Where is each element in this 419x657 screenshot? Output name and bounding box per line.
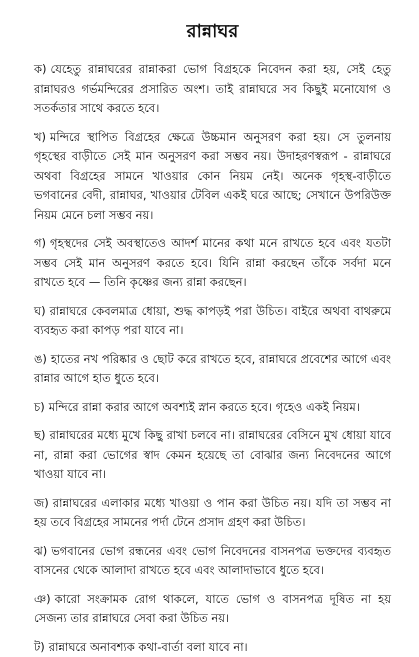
paragraph-cha — [34, 398, 391, 418]
item-marker: চ) — [34, 399, 45, 414]
paragraph-ta — [34, 638, 391, 657]
item-marker: জ) — [34, 495, 49, 510]
paragraph-ka — [34, 60, 391, 119]
paragraph-ja — [34, 494, 391, 533]
paragraph-jha — [34, 542, 391, 581]
paragraph-text: হাতের নখ পরিষ্কার ও ছোট করে রাখতে হবে, রান্নাঘরে প্রবেশের আগে এবং রান্নার আগে হাত ধুতে হবে। — [34, 351, 391, 385]
paragraph-text: গৃহস্থদের সেই অবস্থাতেও আদর্শ মানের কথা মনে রাখতে হবে এবং যতটা সম্ভব সেই মান অনুসরণ করতে হবে। যিনি রান্না করছেন তাঁকে সর্বদা মনে রাখতে হবে — তিনি কৃষ্ণের জন্য রান্না করছেন। — [34, 236, 391, 289]
item-marker: ক) — [34, 62, 47, 76]
paragraph-text: মন্দিরে স্থাপিত বিগ্রহের ক্ষেত্রে উচ্চমান অনুসরণ করা হয়। সে তুলনায় গৃহস্থের বাড়ীতে সেই মান অনুসরণ করা সম্ভব নয়। উদাহরণস্বরূপ - রান্নাঘরে অথবা বিগ্রহের সামনে খাওয়ার কোন নিয়ম নেই। অনেক গৃহস্থ-বাড়ীতে ভগবানের বেদী, রান্নাঘর, খাওয়ার টেবিল একই ঘরে আছে; সেখানে উপরিউক্ত নিয়ম মেনে চলা সম্ভব নয়। — [34, 129, 391, 222]
paragraph-kha — [34, 128, 391, 226]
item-marker: ঝ) — [34, 543, 48, 558]
paragraph-text: রান্নাঘরের এলাকার মধ্যে খাওয়া ও পান করা উচিত নয়। যদি তা সম্ভব না হয় তবে বিগ্রহের সামনের পর্দা টেনে প্রসাদ গ্রহণ করা উচিত। — [34, 495, 391, 529]
paragraph-text: রান্নাঘরের মধ্যে মুখে কিছু রাখা চলবে না। রান্নাঘরের বেসিনে মুখ ধোয়া যাবে না, রান্না করা ভোগের স্বাদ কেমন হয়েছে তা বোঝার জন্য নিবেদনের আগে খাওয়া যাবে না। — [34, 428, 391, 481]
paragraph-text: ভগবানের ভোগ রন্ধনের এবং ভোগ নিবেদনের বাসনপত্র ভক্তদের ব্যবহৃত বাসনের থেকে আলাদা রাখতে হবে এবং আলাদাভাবে ধুতে হবে। — [34, 543, 391, 577]
paragraph-nya — [34, 590, 391, 629]
item-marker: ঘ) — [34, 303, 46, 318]
paragraph-nga — [34, 350, 391, 389]
page-title: রান্নাঘর — [186, 21, 239, 42]
item-marker: গ) — [34, 236, 47, 250]
item-marker: ছ) — [34, 428, 46, 442]
paragraph-text: রান্নাঘরে অনাবশ্যক কথা-বার্তা বলা যাবে না। — [48, 639, 248, 654]
paragraph-ga — [34, 234, 391, 293]
paragraph-text: মন্দিরে রান্না করার আগে অবশ্যই স্নান করতে হবে। গৃহেও একই নিয়ম। — [48, 399, 360, 414]
paragraph-text: রান্নাঘরে কেবলমাত্র ধোয়া, শুদ্ধ কাপড়ই পরা উচিত। বাইরে অথবা বাথরুমে ব্যবহৃত করা কাপড় পরা যাবে না। — [34, 303, 391, 337]
paragraph-chha — [34, 426, 391, 485]
item-marker: ট) — [34, 639, 45, 654]
item-marker: খ) — [34, 129, 47, 144]
paragraph-text: কারো সংক্রামক রোগ থাকলে, যাতে ভোগ ও বাসনপত্র দূষিত না হয় সেজন্য তার রান্নাঘরে সেবা করা উচিত নয়। — [34, 591, 391, 625]
item-marker: ঙ) — [34, 351, 47, 366]
paragraph-text: যেহেতু রান্নাঘরের রান্নাকরা ভোগ বিগ্রহকে নিবেদন করা হয়, সেই হেতু রান্নাঘরও গর্ভমন্দিরের প্রসারিত অংশ। তাই রান্নাঘরে সব কিছুই মনোযোগ ও সতর্কতার সাথে করতে হবে। — [34, 62, 391, 115]
item-marker: ঞ) — [34, 591, 51, 606]
paragraph-gha — [34, 302, 391, 341]
